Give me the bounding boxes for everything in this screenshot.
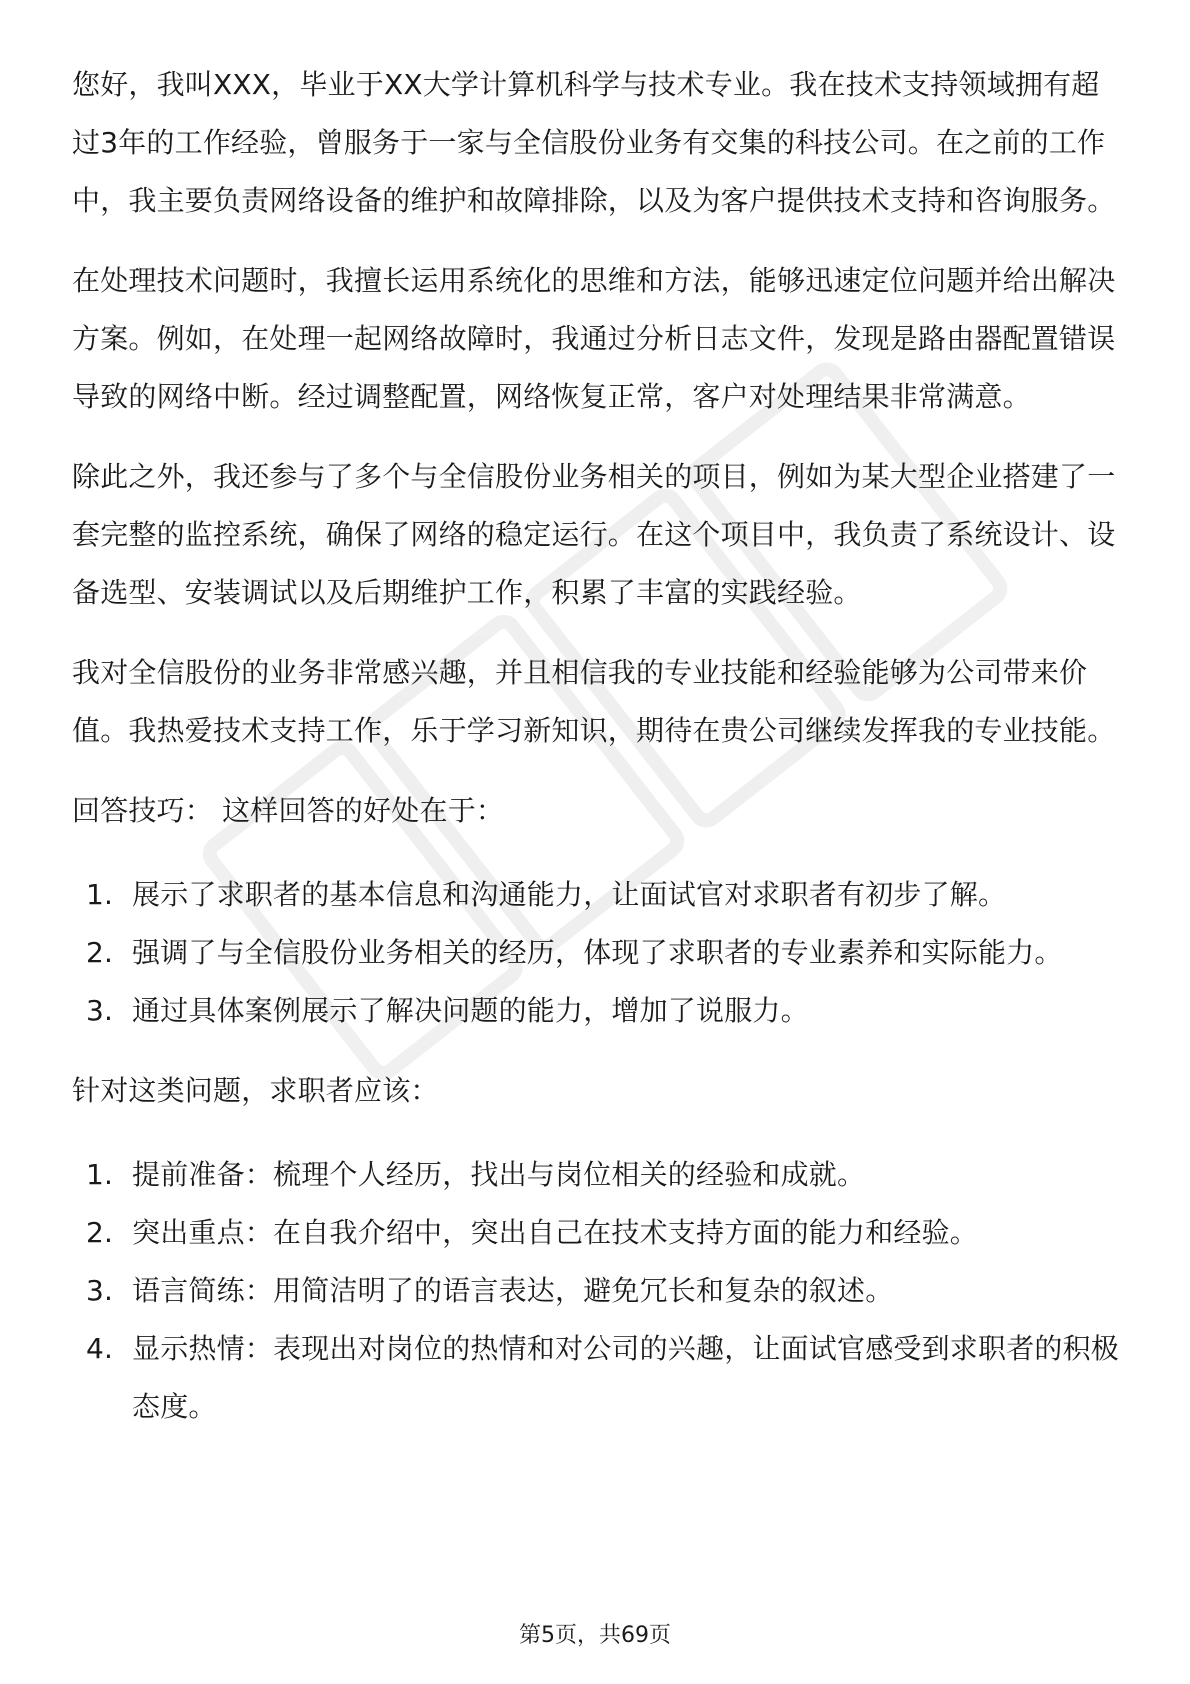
list-number: 2. xyxy=(86,936,114,969)
list-number: 4. xyxy=(86,1332,114,1365)
list-number: 1. xyxy=(86,1158,114,1191)
list-number: 3. xyxy=(86,1274,114,1307)
list-text: 展示了求职者的基本信息和沟通能力，让面试官对求职者有初步了解。 xyxy=(132,878,1007,911)
list-text: 语言简练：用简洁明了的语言表达，避免冗长和复杂的叙述。 xyxy=(132,1274,894,1307)
page-number-footer: 第5页，共69页 xyxy=(519,1623,671,1648)
advice-heading: 针对这类问题，求职者应该： xyxy=(72,1074,439,1107)
list-item xyxy=(72,1262,1127,1320)
list-item xyxy=(72,1146,1127,1204)
list-item xyxy=(72,866,1127,924)
list-number: 2. xyxy=(86,1216,114,1249)
paragraph-motivation: 我对全信股份的业务非常感兴趣，并且相信我的专业技能和经验能够为公司带来价值。我热爱技术支持工作，乐于学习新知识，期待在贵公司继续发挥我的专业技能。 xyxy=(72,656,1116,747)
list-item xyxy=(72,982,1127,1040)
list-number: 1. xyxy=(86,878,114,911)
tips-list xyxy=(72,866,1127,1040)
list-text: 提前准备：梳理个人经历，找出与岗位相关的经验和成就。 xyxy=(132,1158,866,1191)
list-item xyxy=(72,1320,1127,1436)
document-body xyxy=(72,56,1127,1458)
list-text: 强调了与全信股份业务相关的经历，体现了求职者的专业素养和实际能力。 xyxy=(132,936,1063,969)
paragraph-problem-solving: 在处理技术问题时，我擅长运用系统化的思维和方法，能够迅速定位问题并给出解决方案。例如，在处理一起网络故障时，我通过分析日志文件，发现是路由器配置错误导致的网络中断。经过调整配置，网络恢复正常，客户对处理结果非常满意。 xyxy=(72,264,1116,413)
list-item xyxy=(72,1204,1127,1262)
list-text: 显示热情：表现出对岗位的热情和对公司的兴趣，让面试官感受到求职者的积极态度。 xyxy=(132,1332,1120,1423)
paragraph-projects: 除此之外，我还参与了多个与全信股份业务相关的项目，例如为某大型企业搭建了一套完整的监控系统，确保了网络的稳定运行。在这个项目中，我负责了系统设计、设备选型、安装调试以及后期维护工作，积累了丰富的实践经验。 xyxy=(72,460,1116,609)
list-text: 通过具体案例展示了解决问题的能力，增加了说服力。 xyxy=(132,994,809,1027)
tips-heading: 回答技巧： 这样回答的好处在于： xyxy=(72,794,505,827)
list-number: 3. xyxy=(86,994,114,1027)
paragraph-intro: 您好，我叫XXX，毕业于XX大学计算机科学与技术专业。我在技术支持领域拥有超过3年的工作经验，曾服务于一家与全信股份业务有交集的科技公司。在之前的工作中，我主要负责网络设备的维护和故障排除，以及为客户提供技术支持和咨询服务。 xyxy=(72,68,1116,217)
list-item xyxy=(72,924,1127,982)
advice-list xyxy=(72,1146,1127,1436)
list-text: 突出重点：在自我介绍中，突出自己在技术支持方面的能力和经验。 xyxy=(132,1216,979,1249)
